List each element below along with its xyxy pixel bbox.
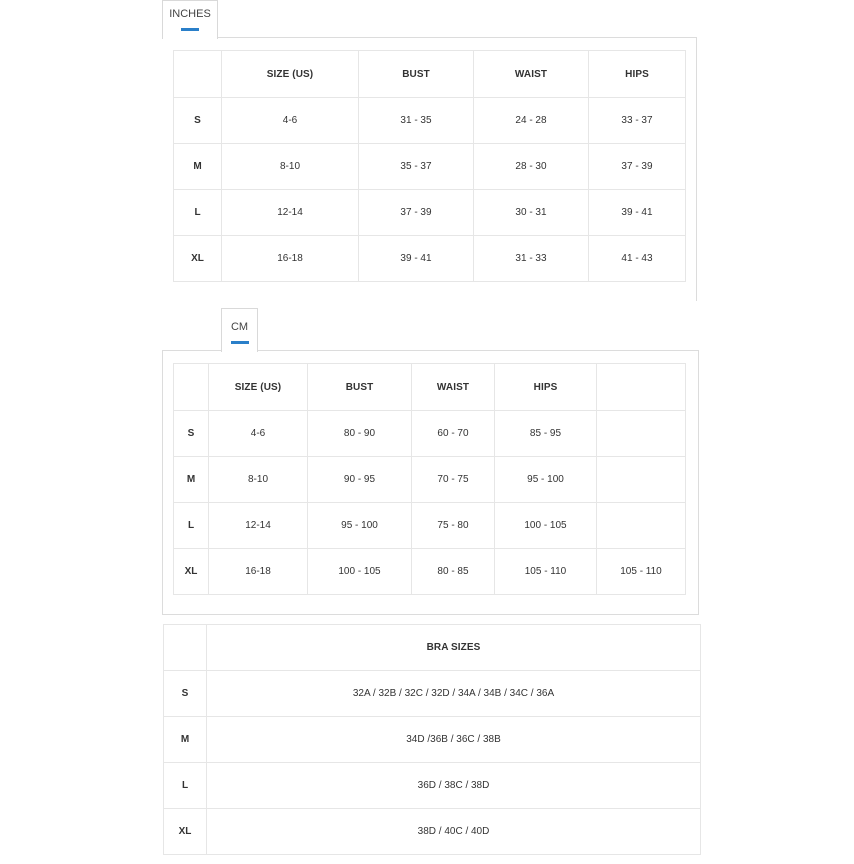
size-cell: L (164, 763, 207, 809)
table-cell: 16-18 (209, 549, 308, 595)
size-cell: XL (164, 809, 207, 855)
table-cell: 95 - 100 (495, 457, 597, 503)
size-cell: S (174, 98, 222, 144)
table-row (164, 717, 701, 763)
table-header-cell: BUST (359, 51, 474, 98)
table-cell: 4-6 (222, 98, 359, 144)
table-cell: 90 - 95 (308, 457, 412, 503)
table-cell: 24 - 28 (474, 98, 589, 144)
table-header-row (174, 51, 686, 98)
tab-cm-label: CM (230, 321, 249, 333)
table-row (174, 503, 686, 549)
bra-size-table (163, 624, 701, 855)
table-cell: 32A / 32B / 32C / 32D / 34A / 34B / 34C / 36A (207, 671, 701, 717)
table-row (174, 549, 686, 595)
size-cell: L (174, 190, 222, 236)
table-row (174, 98, 686, 144)
table-row (174, 236, 686, 282)
table-header-cell (174, 364, 209, 411)
table-header-cell: BUST (308, 364, 412, 411)
table-header-cell: BRA SIZES (207, 625, 701, 671)
table-row (174, 144, 686, 190)
table-cell (597, 503, 686, 549)
table-header-cell: WAIST (412, 364, 495, 411)
table-cell: 100 - 105 (495, 503, 597, 549)
tab-inches[interactable] (162, 0, 218, 39)
table-cell: 80 - 85 (412, 549, 495, 595)
table-row (174, 457, 686, 503)
table-cell: 80 - 90 (308, 411, 412, 457)
table-cell (597, 411, 686, 457)
inches-size-table (173, 50, 686, 282)
table-cell: 100 - 105 (308, 549, 412, 595)
table-cell: 37 - 39 (359, 190, 474, 236)
table-cell: 85 - 95 (495, 411, 597, 457)
table-cell: 8-10 (222, 144, 359, 190)
size-cell: L (174, 503, 209, 549)
table-cell: 28 - 30 (474, 144, 589, 190)
table-header-cell (174, 51, 222, 98)
tab-cm[interactable] (221, 308, 258, 352)
table-cell: 39 - 41 (589, 190, 686, 236)
table-row (164, 671, 701, 717)
table-cell: 16-18 (222, 236, 359, 282)
table-header-cell: HIPS (495, 364, 597, 411)
size-cell: S (174, 411, 209, 457)
table-cell: 105 - 110 (495, 549, 597, 595)
cm-size-table (173, 363, 686, 595)
tab-active-indicator (181, 28, 199, 31)
table-cell: 37 - 39 (589, 144, 686, 190)
table-cell: 60 - 70 (412, 411, 495, 457)
table-cell: 41 - 43 (589, 236, 686, 282)
table-header-cell (597, 364, 686, 411)
table-cell: 95 - 100 (308, 503, 412, 549)
table-cell: 30 - 31 (474, 190, 589, 236)
table-header-cell: WAIST (474, 51, 589, 98)
table-header-cell: HIPS (589, 51, 686, 98)
table-header-row (174, 364, 686, 411)
table-row (164, 763, 701, 809)
tab-active-indicator (231, 341, 249, 344)
table-cell: 70 - 75 (412, 457, 495, 503)
table-cell: 12-14 (209, 503, 308, 549)
table-header-row (164, 625, 701, 671)
size-cell: S (164, 671, 207, 717)
size-cell: XL (174, 549, 209, 595)
table-cell: 105 - 110 (597, 549, 686, 595)
table-header-cell: SIZE (US) (209, 364, 308, 411)
tab-inches-label: INCHES (169, 8, 211, 20)
table-cell: 38D / 40C / 40D (207, 809, 701, 855)
table-header-cell: SIZE (US) (222, 51, 359, 98)
table-cell: 4-6 (209, 411, 308, 457)
table-cell: 31 - 35 (359, 98, 474, 144)
size-cell: M (164, 717, 207, 763)
table-cell: 36D / 38C / 38D (207, 763, 701, 809)
table-header-cell (164, 625, 207, 671)
table-cell: 8-10 (209, 457, 308, 503)
table-row (174, 190, 686, 236)
table-cell: 31 - 33 (474, 236, 589, 282)
size-cell: M (174, 144, 222, 190)
size-cell: XL (174, 236, 222, 282)
table-cell (597, 457, 686, 503)
table-cell: 34D /36B / 36C / 38B (207, 717, 701, 763)
size-cell: M (174, 457, 209, 503)
table-row (164, 809, 701, 855)
table-row (174, 411, 686, 457)
table-cell: 39 - 41 (359, 236, 474, 282)
table-cell: 35 - 37 (359, 144, 474, 190)
table-cell: 33 - 37 (589, 98, 686, 144)
table-cell: 75 - 80 (412, 503, 495, 549)
table-cell: 12-14 (222, 190, 359, 236)
